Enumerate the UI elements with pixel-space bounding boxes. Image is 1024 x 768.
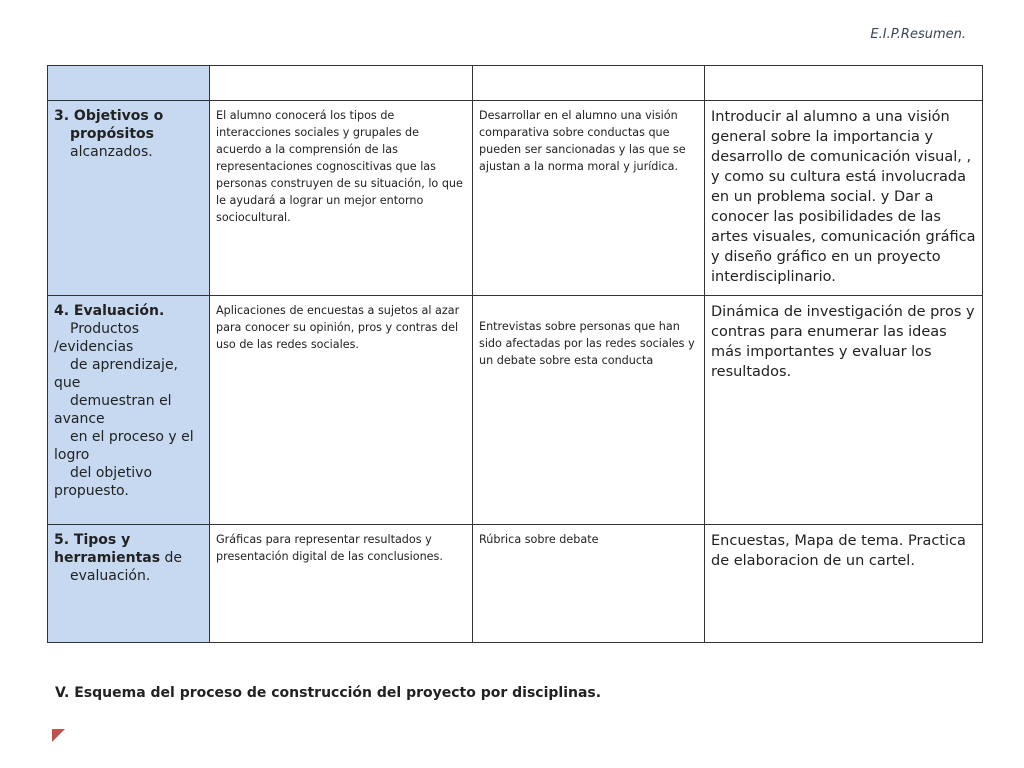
table-cell: El alumno conocerá los tipos de interacciones sociales y grupales de acuerdo a la comprensión de las representaciones cognoscitivas que las personas construyen de su situación, lo que le ayudará a lograr un mejor entorno sociocultural. bbox=[210, 101, 473, 296]
label-line: en el proceso y el bbox=[70, 429, 194, 445]
table-cell bbox=[210, 66, 473, 101]
table-row bbox=[48, 296, 983, 525]
label-line: que bbox=[54, 375, 81, 391]
table-cell bbox=[705, 66, 983, 101]
label-line: herramientas bbox=[54, 550, 161, 566]
table-row bbox=[48, 66, 983, 101]
table-cell: Dinámica de investigación de pros y contras para enumerar las ideas más importantes y evaluar los resultados. bbox=[705, 296, 983, 525]
row-label-tipos bbox=[48, 525, 210, 643]
label-line: del objetivo bbox=[70, 465, 153, 481]
evaluation-table bbox=[47, 65, 983, 643]
table-cell: Introducir al alumno a una visión general sobre la importancia y desarrollo de comunicación visual, , y como su cultura está involucrada en un problema social. y Dar a conocer las posibilidades de las artes visuales, comunicación gráfica y diseño gráfico en un proyecto interdisciplinario. bbox=[705, 101, 983, 296]
label-line: de bbox=[160, 550, 182, 566]
label-line: propuesto. bbox=[54, 483, 129, 499]
row-label-evaluacion bbox=[48, 296, 210, 525]
document-header: E.I.P.Resumen. bbox=[870, 27, 966, 42]
corner-triangle-icon bbox=[52, 729, 65, 742]
table-cell: Aplicaciones de encuestas a sujetos al azar para conocer su opinión, pros y contras del uso de las redes sociales. bbox=[210, 296, 473, 525]
label-line: alcanzados. bbox=[70, 144, 153, 160]
table-row bbox=[48, 525, 983, 643]
label-line: avance bbox=[54, 411, 105, 427]
table-cell: Gráficas para representar resultados y presentación digital de las conclusiones. bbox=[210, 525, 473, 643]
table-cell: Desarrollar en el alumno una visión comparativa sobre conductas que pueden ser sancionadas y las que se ajustan a la norma moral y jurídica. bbox=[473, 101, 705, 296]
section-title: V. Esquema del proceso de construcción del proyecto por disciplinas. bbox=[55, 685, 602, 701]
table-cell: Rúbrica sobre debate bbox=[473, 525, 705, 643]
table-cell: Encuestas, Mapa de tema. Practica de elaboracion de un cartel. bbox=[705, 525, 983, 643]
label-line: 4. Evaluación. bbox=[54, 303, 165, 319]
table-cell bbox=[473, 66, 705, 101]
label-line: de aprendizaje, bbox=[70, 357, 179, 373]
label-line: evaluación. bbox=[70, 568, 151, 584]
label-line: propósitos bbox=[70, 126, 154, 142]
row-label-empty bbox=[48, 66, 210, 101]
table-cell: Entrevistas sobre personas que han sido afectadas por las redes sociales y un debate sobre esta conducta bbox=[473, 296, 705, 525]
label-line: Productos bbox=[70, 321, 140, 337]
row-label-objetivos bbox=[48, 101, 210, 296]
label-line: 3. Objetivos o bbox=[54, 108, 164, 124]
label-line: /evidencias bbox=[54, 339, 134, 355]
label-line: 5. Tipos y bbox=[54, 532, 131, 548]
table-row bbox=[48, 101, 983, 296]
label-line: demuestran el bbox=[70, 393, 172, 409]
label-line: logro bbox=[54, 447, 90, 463]
